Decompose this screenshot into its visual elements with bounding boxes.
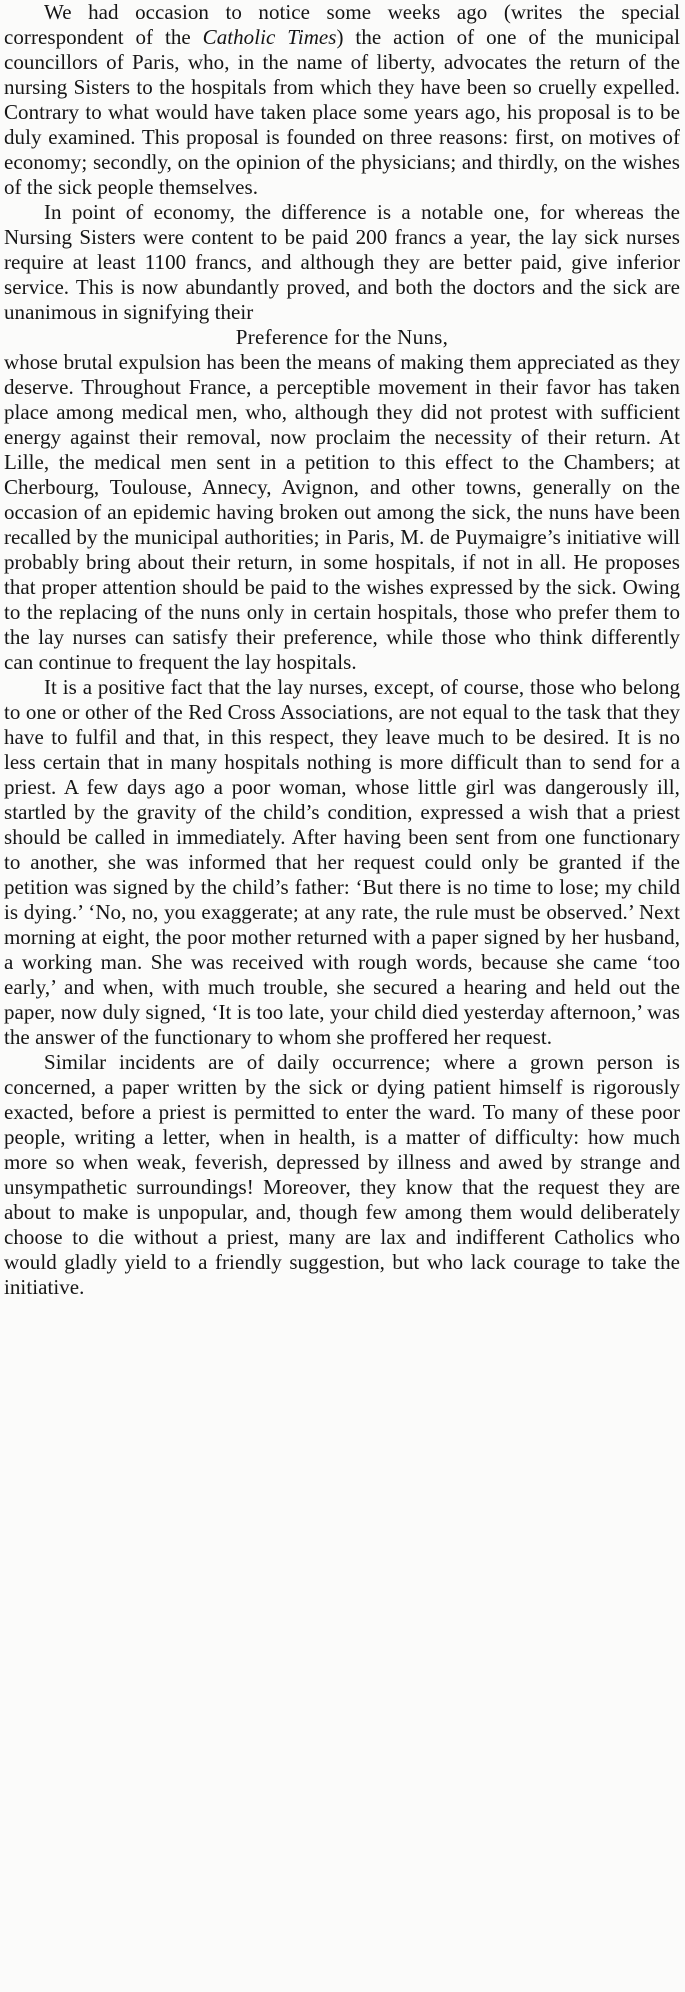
- paragraph-5: Similar incidents are of daily occurrence; where a grown person is concerned, a paper written by the sick or dying patient himself is rigorously exacted, before a priest is permitted to enter the ward. To many of these poor people, writing a letter, when in health, is a matter of difficulty: how much more so when weak, feverish, depressed by illness and awed by strange and unsympathetic surroundings! Moreover, they know that the request they are about to make is unpopular, and, though few among them would deliberately choose to die without a priest, many are lax and indifferent Catholics who would gladly yield to a friendly suggestion, but who lack courage to take the initiative.: [4, 1050, 680, 1299]
- paragraph-3: whose brutal expulsion has been the means of making them appreciated as they deserve. Throughout France, a perceptible movement in their favor has taken place among medical men, who, although they did not protest with sufficient energy against their removal, now proclaim the necessity of their return. At Lille, the medical men sent in a petition to this effect to the Chambers; at Cherbourg, Toulouse, Annecy, Avignon, and other towns, generally on the occasion of an epidemic having broken out among the sick, the nuns have been recalled by the municipal authorities; in Paris, M. de Puymaigre’s initiative will probably bring about their return, in some hospitals, if not in all. He proposes that proper attention should be paid to the wishes expressed by the sick. Owing to the replacing of the nuns only in certain hospitals, those who prefer them to the lay nurses can satisfy their preference, while those who think differently can continue to frequent the lay hospitals.: [4, 350, 680, 674]
- paragraph-1-intro: We had occasion to notice some weeks ago (writes the special correspondent of the: [4, 0, 680, 49]
- section-subheading: Preference for the Nuns,: [235, 325, 449, 349]
- paragraph-1: [4, 0, 680, 200]
- article-column: [4, 0, 680, 1300]
- paragraph-1-body: ) the action of one of the municipal councillors of Paris, who, in the name of liberty, advocates the return of the nursing Sisters to the hospitals from which they have been so cruelly expelled. Contrary to what would have taken place some years ago, his proposal is to be duly examined. This proposal is founded on three reasons: first, on motives of economy; secondly, on the opinion of the physicians; and thirdly, on the wishes of the sick people themselves.: [4, 25, 681, 199]
- paragraph-4: It is a positive fact that the lay nurses, except, of course, those who belong to one or other of the Red Cross Associations, are not equal to the task that they have to fulfil and that, in this respect, they leave much to be desired. It is no less certain that in many hospitals nothing is more difficult than to send for a priest. A few days ago a poor woman, whose little girl was dangerously ill, startled by the gravity of the child’s condition, expressed a wish that a priest should be called in immediately. After having been sent from one functionary to another, she was informed that her request could only be granted if the petition was signed by the child’s father: ‘But there is no time to lose; my child is dying.’ ‘No, no, you exaggerate; at any rate, the rule must be observed.’ Next morning at eight, the poor mother returned with a paper signed by her husband, a working man. She was received with rough words, because she came ‘too early,’ and when, with much trouble, she secured a hearing and held out the paper, now duly signed, ‘It is too late, your child died yesterday afternoon,’ was the answer of the functionary to whom she proffered her request.: [4, 675, 680, 1049]
- paragraph-2: In point of economy, the difference is a notable one, for whereas the Nursing Sisters were content to be paid 200 francs a year, the lay sick nurses require at least 1100 francs, and although they are better paid, give inferior service. This is now abundantly proved, and both the doctors and the sick are unanimous in signifying their: [4, 200, 680, 324]
- newspaper-title: Catholic Times: [202, 25, 337, 49]
